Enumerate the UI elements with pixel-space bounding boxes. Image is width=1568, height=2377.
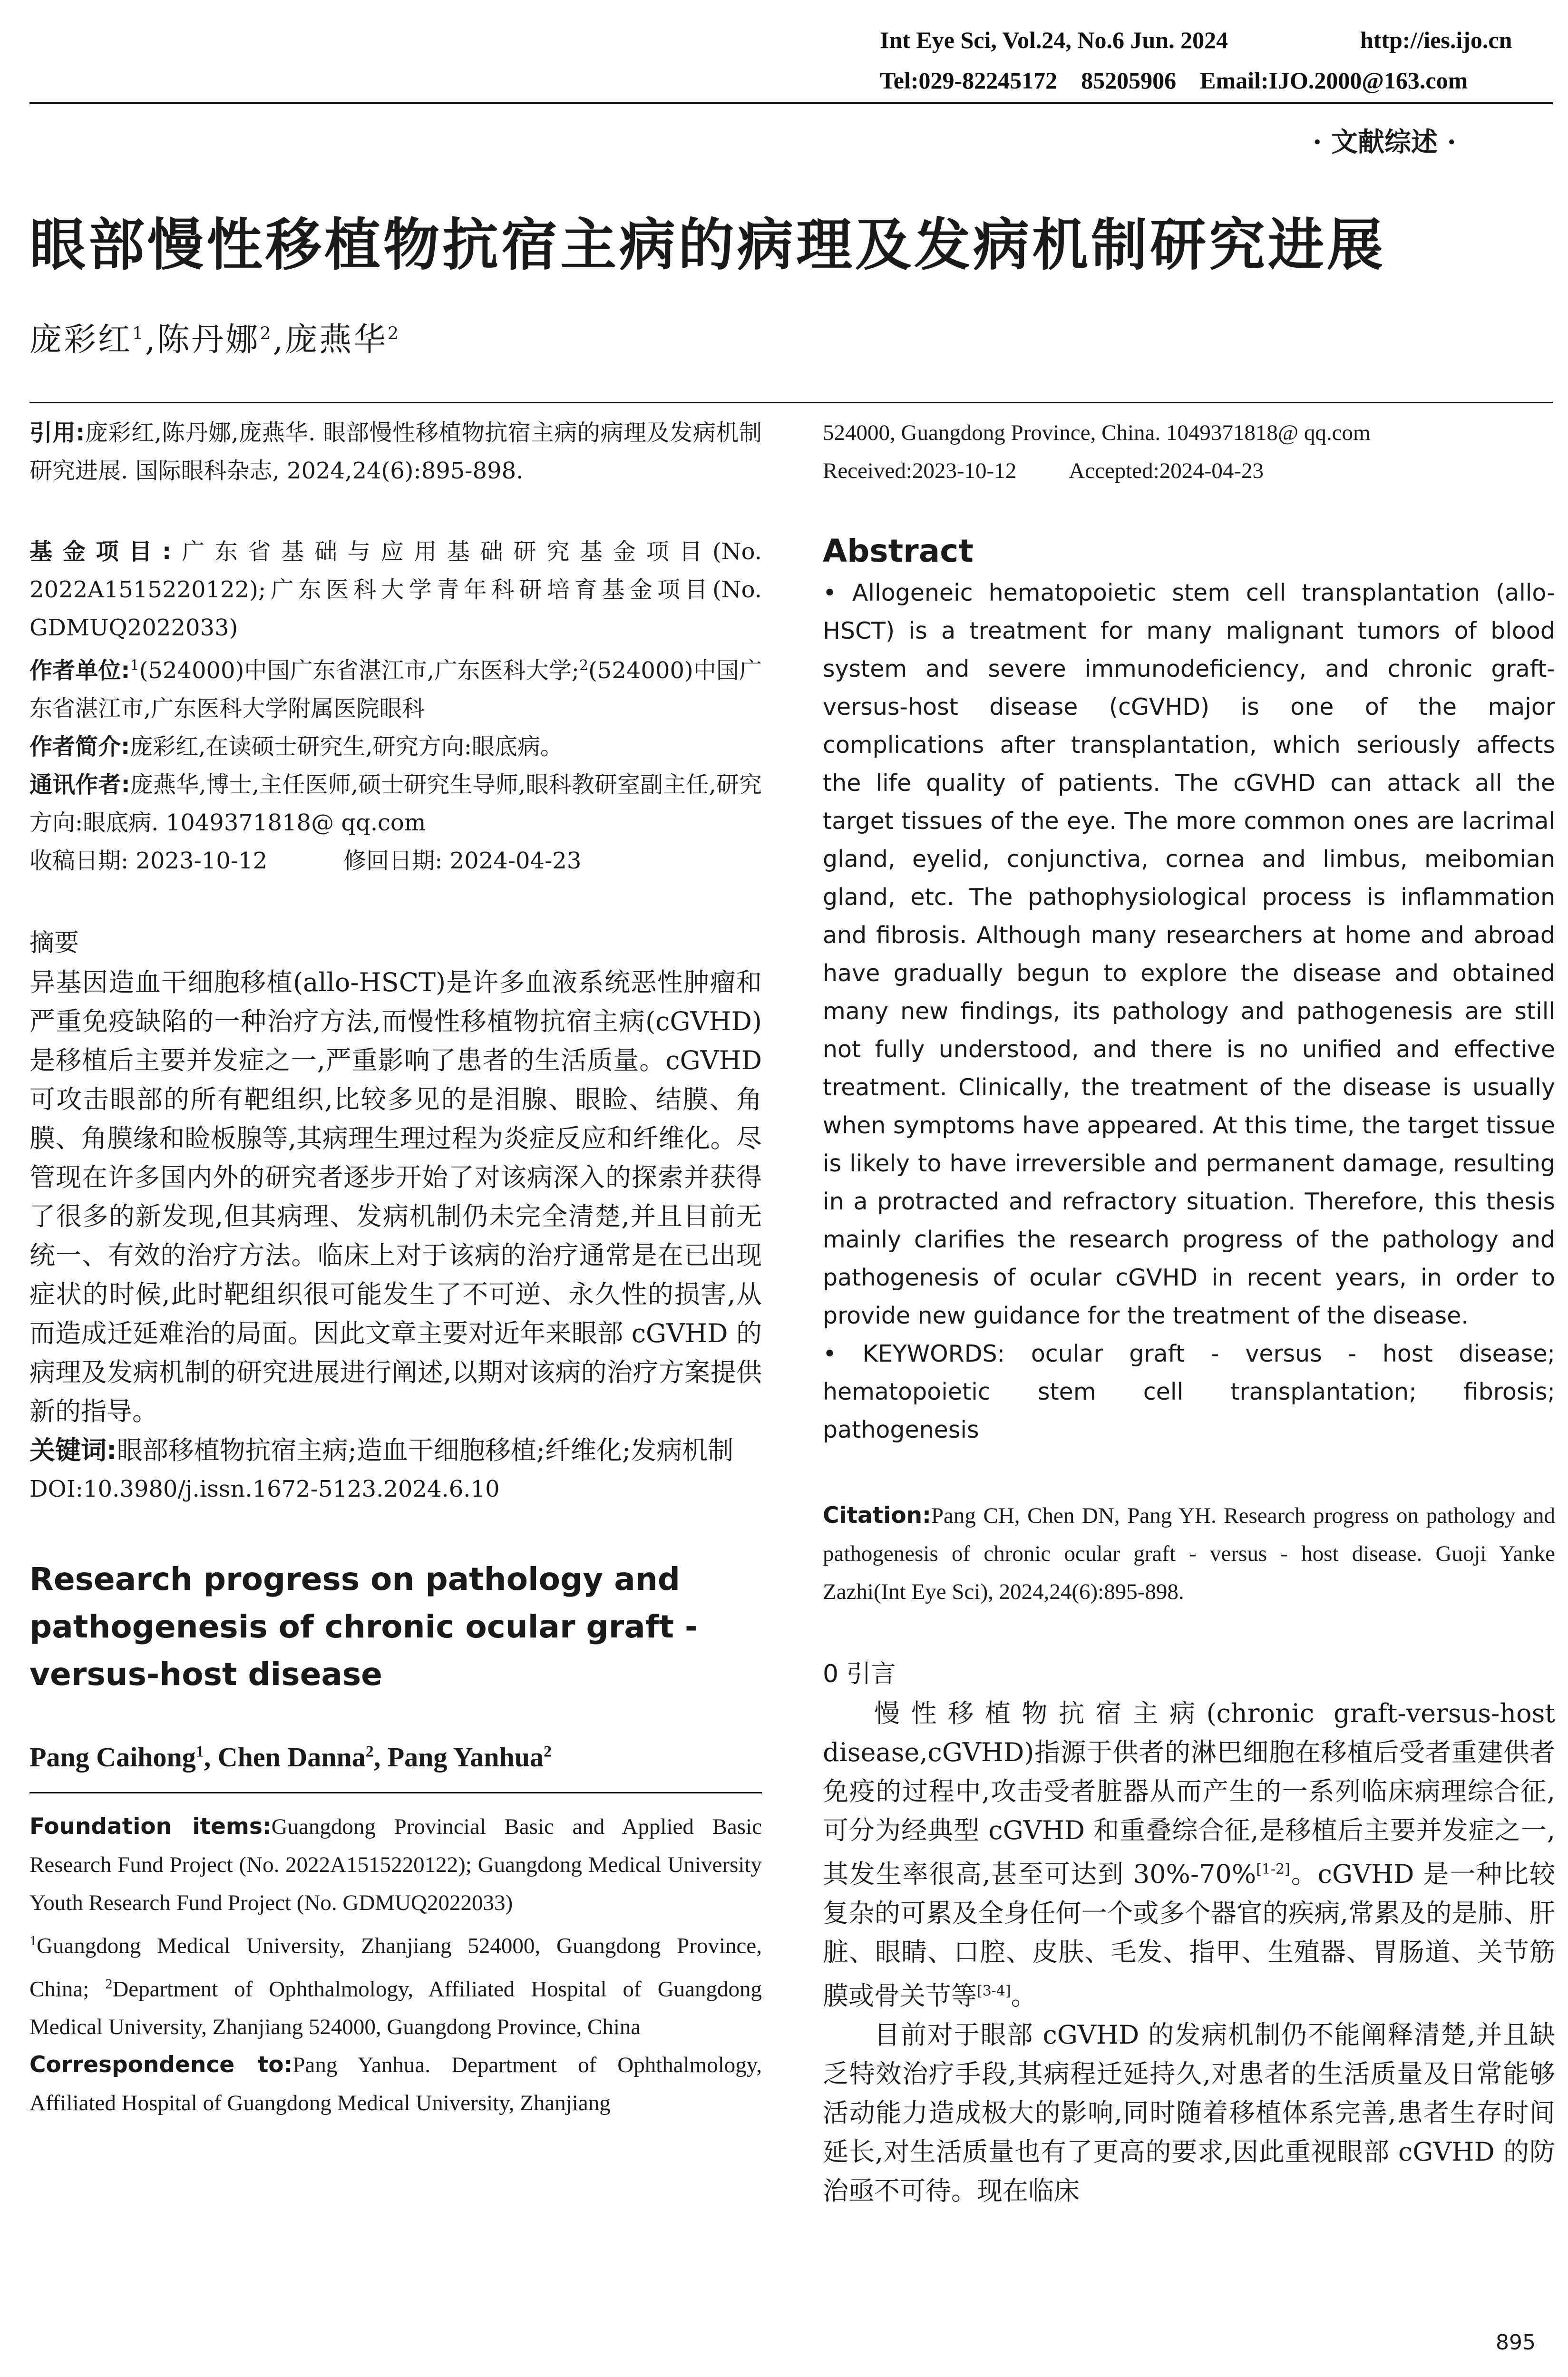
authors-cn: 庞彩红$^1$,陈丹娜$^2$,庞燕华$^2$ [29,321,401,359]
intro-heading: 0 引言 [823,1660,896,1688]
author-sup: 2 [388,324,401,344]
author-name: 庞彩红 [29,321,133,359]
corr-en-cont: 524000, Guangdong Province, China. 1049371818@ qq.com [823,420,1371,445]
citation-cn-label: 引用: [29,419,85,446]
page-title: 眼部慢性移植物抗宿主病的病理及发病机制研究进展 [29,212,1386,278]
right-column [823,414,1555,2211]
title-en: Research progress on pathology and pathogenesis of chronic ocular graft - versus-host disease [29,1561,698,1693]
citation-cn [29,414,762,490]
author-sup: 2 [365,1743,374,1761]
author-sup: 2 [260,324,273,344]
abstract-en-text: • Allogeneic hematopoietic stem cell transplantation (allo-HSCT) is a treatment for many malignant tumors of blood system and severe immunodeficiency, and chronic graft-versus-host disease (cGVHD) is one of the major complications after transplantation, which seriously affects the life quality of patients. The cGVHD can attack all the target tissues of the eye. The more common ones are lacrimal gland, eyelid, conjunctiva, cornea and limbus, meibomian gland, etc. The pathophysiological process is inflammation and fibrosis. Although many researchers at home and abroad have gradually begun to explore the disease and obtained many new findings, its pathology and pathogenesis are still not fully understood, and there is no unified and effective treatment. Clinically, the treatment of the disease is usually when symptoms have appeared. At this time, the target tissue is likely to have irreversible and permanent damage, resulting in a protracted and refractory situation. Therefore, this thesis mainly clarifies the research progress of the pathology and pathogenesis of ocular cGVHD in recent years, in order to provide new guidance for the treatment of the disease. [823,579,1555,1329]
author-name: 陈丹娜 [157,321,260,359]
received-en: Received:2023-10-12 [823,458,1017,483]
intro-paragraph-1: 慢性移植物抗宿主病(chronic graft-versus-host disease,cGVHD)指源于供者的淋巴细胞在移植后受者重建供者免疫的过程中,攻击受者脏器从而产生的一系列临床病理综合征,可分为经典型 cGVHD 和重叠综合征,是移植后主要并发症之一,其发生率很高,甚至可达到 30%-70%[1-2]。cGVHD 是一种比较复杂的可累及全身任何一个或多个器官的疾病,常累及的是肺、肝脏、眼睛、口腔、皮肤、毛发、指甲、生殖器、胃肠道、关节筋膜或骨关节等[3-4]。 [823,1698,1555,2011]
unit-cn-label: 作者单位: [29,657,130,684]
doi: DOI:10.3980/j.issn.1672-5123.2024.6.10 [29,1476,500,1502]
citation-en-label: Citation: [823,1502,931,1529]
section-tag: · 文献综述 · [1313,127,1456,158]
journal-header-contact: Tel:029-82245172 85205906 Email:IJO.2000@163.com [880,67,1468,94]
corr-en: Correspondence to:Pang Yanhua. Department of Ophthalmology, Affiliated Hospital of Guangdong Medical University, Zhanjiang [29,2052,762,2116]
keywords-cn-label: 关键词: [29,1435,117,1465]
author-sup: 1 [132,324,145,344]
left-column [29,414,762,2122]
affiliations-en: $^1$Guangdong Medical University, Zhanjiang 524000, Guangdong Province, China; $^2$Department of Ophthalmology, Affiliated Hospital of Guangdong Medical University, Zhanjiang 524000, Guangdong Province, China [29,1933,762,2040]
intro-paragraph-2: 目前对于眼部 cGVHD 的发病机制仍不能阐释清楚,并且缺乏特效治疗手段,其病程迁延持久,对患者的生活质量及日常能够活动能力造成极大的影响,同时随着移植体系完善,患者生存时间延长,对生活质量也有了更高的要求,因此重视眼部 cGVHD 的防治亟不可待。现在临床 [823,2020,1555,2206]
fund-en: Foundation items:Guangdong Provincial Basic and Applied Basic Research Fund Project (No. 2022A1515220122); Guangdong Medical University Youth Research Fund Project (No. GDMUQ2022033) [29,1813,762,1915]
journal-header-url: http://ies.ijo.cn [1360,27,1512,53]
abstract-cn-text: 异基因造血干细胞移植(allo-HSCT)是许多血液系统恶性肿瘤和严重免疫缺陷的一种治疗方法,而慢性移植物抗宿主病(cGVHD)是移植后主要并发症之一,严重影响了患者的生活质量。cGVHD 可攻击眼部的所有靶组织,比较多见的是泪腺、眼睑、结膜、角膜、角膜缘和睑板腺等,其病理生理过程为炎症反应和纤维化。尽管现在许多国内外的研究者逐步开始了对该病深入的探索并获得了很多的新发现,但其病理、发病机制仍未完全清楚,并且目前无统一、有效的治疗方法。临床上对于该病的治疗通常是在已出现症状的时候,此时靶组织很可能发生了不可逆、永久性的损害,从而造成迁延难治的局面。因此文章主要对近年来眼部 cGVHD 的病理及发病机制的研究进展进行阐述,以期对该病的治疗方案提供新的指导。 [29,967,762,1426]
dates-cn [29,842,762,880]
author-sup: 2 [544,1743,552,1761]
keywords-cn: 关键词:眼部移植物抗宿主病;造血干细胞移植;纤维化;发病机制 [29,1435,734,1465]
author-name: Pang Caihong [29,1742,196,1773]
dates-en [823,452,1555,490]
authors-en: Pang Caihong$^1$, Chen Danna$^2$, Pang Yanhua$^2$ [29,1742,552,1773]
corr-cn-label: 通讯作者: [29,771,130,798]
revised-cn: 修回日期: 2024-04-23 [343,848,582,874]
abstract-en-heading: Abstract [823,533,974,569]
unit-cn: 作者单位:$^1$(524000)中国广东省湛江市,广东医科大学;$^2$(524000)中国广东省湛江市,广东医科大学附属医院眼科 [29,657,762,722]
header-rule [29,102,1553,104]
journal-header-issue: Int Eye Sci, Vol.24, No.6 Jun. 2024 [880,27,1228,53]
authors-rule [29,402,1553,403]
fund-cn-label: 基金项目: [29,538,172,565]
abstract-cn-heading: 摘要 [29,929,79,957]
citation-cn-text: 庞彩红,陈丹娜,庞燕华. 眼部慢性移植物抗宿主病的病理及发病机制研究进展. 国际眼科杂志, 2024,24(6):895-898. [29,419,762,484]
received-cn: 收稿日期: 2023-10-12 [29,848,268,874]
corr-en-label: Correspondence to: [29,2052,293,2078]
keywords-en: • KEYWORDS: ocular graft - versus - host disease; hematopoietic stem cell transplantation; fibrosis; pathogenesis [823,1340,1555,1443]
fund-en-label: Foundation items: [29,1813,272,1840]
author-name: 庞燕华 [285,321,388,359]
fund-cn: 基金项目:广东省基础与应用基础研究基金项目(No. 2022A1515220122);广东医科大学青年科研培育基金项目(No. GDMUQ2022033) [29,538,762,641]
page-number: 895 [1496,2330,1536,2355]
author-name: Pang Yanhua [387,1742,544,1773]
accepted-en: Accepted:2024-04-23 [1069,458,1264,483]
author-name: Chen Danna [217,1742,366,1773]
bio-cn-label: 作者简介: [29,733,130,760]
author-sup: 1 [195,1743,204,1761]
corr-cn: 通讯作者:庞燕华,博士,主任医师,硕士研究生导师,眼科教研室副主任,研究方向:眼底病. 1049371818@ qq.com [29,771,762,836]
citation-en: Citation:Pang CH, Chen DN, Pang YH. Research progress on pathology and pathogenesis of chronic ocular graft - versus - host disease. Guoji Yanke Zazhi(Int Eye Sci), 2024,24(6):895-898. [823,1502,1555,1604]
keywords-en-label: • KEYWORDS: [823,1340,1005,1367]
en-authors-rule [29,1792,762,1793]
bio-cn: 作者简介:庞彩红,在读硕士研究生,研究方向:眼底病。 [29,733,563,760]
